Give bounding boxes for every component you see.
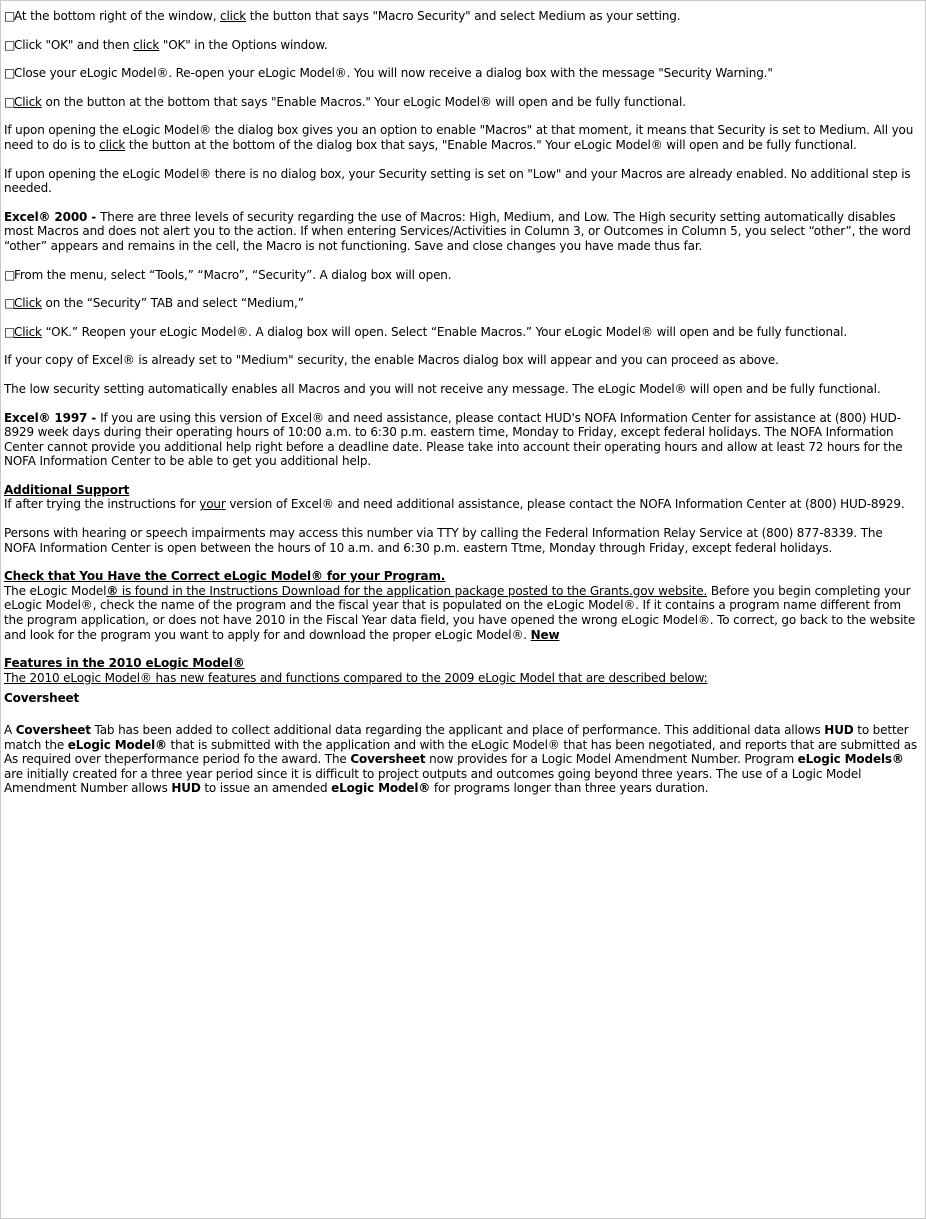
coversheet-heading: Coversheet xyxy=(4,691,80,706)
instructions-document xyxy=(1,1,921,796)
step-security-tab: □Click on the “Security” TAB and select “Medium,” xyxy=(4,296,304,311)
correct-model-paragraph: The eLogic Model® is found in the Instructions Download for the application package posted to the Grants.gov website. Before you begin completing your eLogic Model®, check the name of the program and the fiscal year that is populated on the eLogic Model®. If it contains a program name different from the program application, or does not have 2010 in the Fiscal Year data field, you have opened the wrong eLogic Model®. To correct, go back to the website and look for the program you want to apply for and download the proper eLogic Model®. New xyxy=(4,583,916,642)
tty-paragraph: Persons with hearing or speech impairments may access this number via TTY by calling the Federal Information Relay Service at (800) 877-8339. The NOFA Information Center is open between the hours of 10 a.m. and 6:30 p.m. eastern Ttme, Monday through Friday, except federal holidays. xyxy=(4,526,883,555)
bullet-box-icon: □ xyxy=(4,37,16,52)
step-reopen: □Close your eLogic Model®. Re-open your eLogic Model®. You will now receive a dialog box with the message "Security Warning." xyxy=(4,66,773,81)
low-security-setting-paragraph: The low security setting automatically enables all Macros and you will not receive any message. The eLogic Model® will open and be fully functional. xyxy=(4,381,881,396)
new-link[interactable]: New xyxy=(530,627,560,642)
medium-already-paragraph: If your copy of Excel® is already set to "Medium" security, the enable Macros dialog box will appear and you can proceed as above. xyxy=(4,353,779,368)
bullet-box-icon: □ xyxy=(4,267,16,282)
excel-2000-paragraph: Excel® 2000 - There are three levels of security regarding the use of Macros: High, Medium, and Low. The High security setting automatically disables most Macros and does not alert you to the action. If when entering Services/Activities in Column 3, or Outcomes in Column 5, you select “other”, the word “other” appears and remains in the cell, the Macro is not functioning. Save and close changes you have made thus far. xyxy=(4,209,911,253)
features-heading: Features in the 2010 eLogic Model® xyxy=(4,656,245,671)
bullet-box-icon: □ xyxy=(4,94,16,109)
coversheet-paragraph: A Coversheet Tab has been added to collect additional data regarding the applicant and place of performance. This additional data allows HUD to better match the eLogic Model® that is submitted with the application and with the eLogic Model® that has been negotiated, and reports that are submitted as As required over theperformance period fo the award. The Coversheet now provides for a Logic Model Amendment Number. Program eLogic Models® are initially created for a three year period since it is difficult to project outputs and outcomes going beyond three years. The use of a Logic Model Amendment Number allows HUD to issue an amended eLogic Model® for programs longer than three years duration. xyxy=(4,723,918,796)
step-tools-menu: □From the menu, select “Tools,” “Macro”, “Security”. A dialog box will open. xyxy=(4,267,452,282)
click-word: Click xyxy=(14,94,42,109)
click-word: click xyxy=(133,37,160,52)
instructions-download-text: is found in the Instructions Download for the application package posted to the Grants.gov website. xyxy=(118,583,708,598)
bullet-box-icon: □ xyxy=(4,66,16,81)
step-ok: □Click "OK" and then click "OK" in the Options window. xyxy=(4,37,328,52)
additional-support-paragraph: If after trying the instructions for your version of Excel® and need additional assistance, please contact the NOFA Information Center at (800) HUD-8929. xyxy=(4,497,905,512)
additional-support-heading: Additional Support xyxy=(4,482,130,497)
medium-security-paragraph: If upon opening the eLogic Model® the dialog box gives you an option to enable "Macros" at that moment, it means that Security is set to Medium. All you need to do is to click the button at the bottom of the dialog box that says, "Enable Macros." Your eLogic Model® will open and be fully functional. xyxy=(4,123,914,152)
step-macro-security: □At the bottom right of the window, click the button that says "Macro Security" and select Medium as your setting. xyxy=(4,9,681,23)
features-subline: The 2010 eLogic Model® has new features and functions compared to the 2009 eLogic Model that are described below: xyxy=(4,670,708,685)
bullet-box-icon: □ xyxy=(4,296,16,311)
click-word: click xyxy=(220,9,247,23)
step-enable-macros: □Click on the button at the bottom that says "Enable Macros." Your eLogic Model® will open and be fully functional. xyxy=(4,94,686,109)
registered-mark: ® xyxy=(106,583,119,598)
bullet-box-icon: □ xyxy=(4,9,16,23)
bullet-box-icon: □ xyxy=(4,324,16,339)
click-word: click xyxy=(99,137,126,152)
correct-model-heading: Check that You Have the Correct eLogic Model® for your Program. xyxy=(4,569,446,584)
your-word: your xyxy=(199,497,226,512)
excel-1997-paragraph: Excel® 1997 - If you are using this version of Excel® and need assistance, please contact HUD's NOFA Information Center for assistance at (800) HUD-8929 week days during their operating hours of 10:00 a.m. to 6:30 p.m. eastern time, Monday to Friday, except federal holidays. The NOFA Information Center cannot provide you additional help right before a deadline date. Please take into account their operating hours and allow at least 72 hours for the NOFA Information Center to be able to get you additional help. xyxy=(4,410,903,469)
step-ok-reopen: □Click “OK.” Reopen your eLogic Model®. A dialog box will open. Select “Enable Macros.” Your eLogic Model® will open and be fully functional. xyxy=(4,324,848,339)
excel-2000-lead: Excel® 2000 - xyxy=(4,209,101,224)
click-word: Click xyxy=(14,324,42,339)
click-word: Click xyxy=(14,296,42,311)
excel-1997-lead: Excel® 1997 - xyxy=(4,410,101,425)
low-security-paragraph: If upon opening the eLogic Model® there is no dialog box, your Security setting is set on "Low" and your Macros are already enabled. No additional step is needed. xyxy=(4,166,911,196)
